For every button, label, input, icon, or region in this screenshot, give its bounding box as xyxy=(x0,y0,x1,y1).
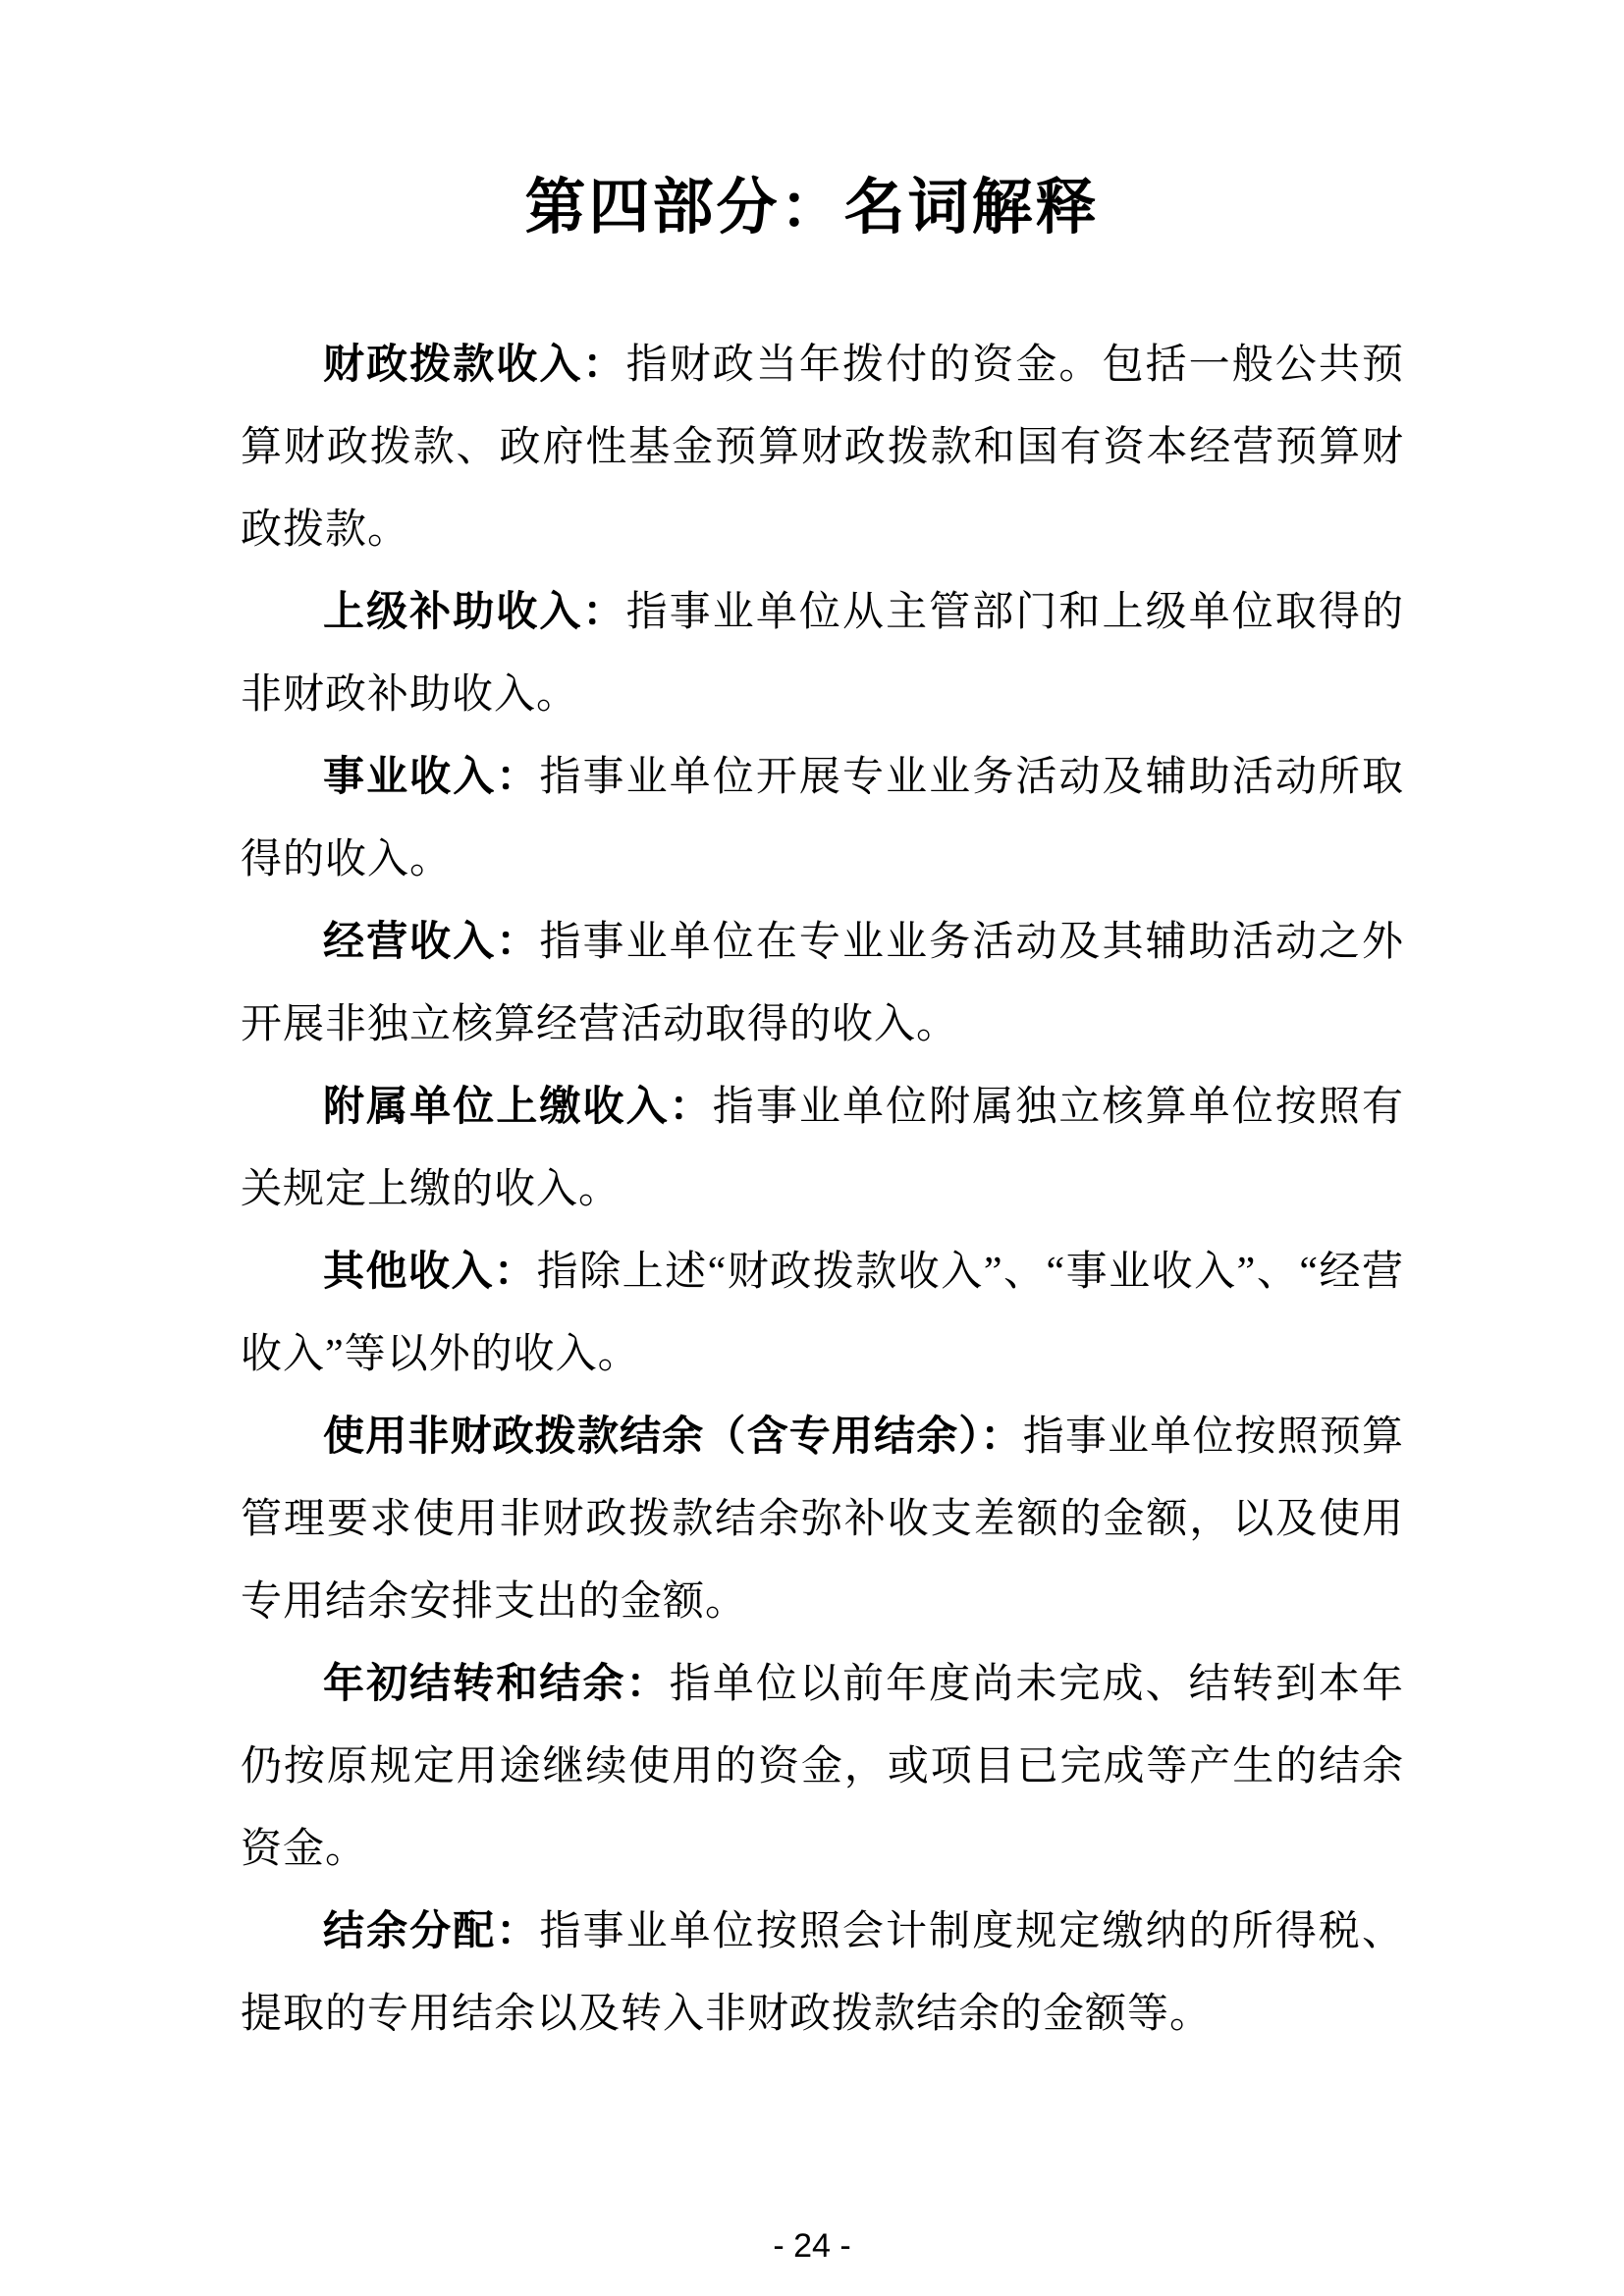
definition-paragraph xyxy=(241,736,1404,901)
term-label: 使用非财政拨款结余（含专用结余）： xyxy=(323,1415,1023,1460)
definition-paragraph xyxy=(241,1891,1404,2056)
definition-paragraph xyxy=(241,324,1404,571)
term-definition: 指事业单位在专业业务活动及其辅助活动之外开展非独立核算经营活动取得的收入。 xyxy=(241,920,1404,1047)
term-label: 其他收入： xyxy=(323,1250,537,1295)
term-label: 附属单位上缴收入： xyxy=(323,1085,713,1130)
term-label: 事业收入： xyxy=(323,755,540,800)
definition-paragraph xyxy=(241,1643,1404,1891)
term-label: 结余分配： xyxy=(323,1909,540,1954)
term-definition: 指事业单位按照会计制度规定缴纳的所得税、提取的专用结余以及转入非财政拨款结余的金额等。 xyxy=(241,1909,1404,2037)
term-definition: 指事业单位开展专业业务活动及辅助活动所取得的收入。 xyxy=(241,755,1404,882)
term-label: 经营收入： xyxy=(323,920,540,965)
term-label: 财政拨款收入： xyxy=(323,343,626,388)
definition-paragraph xyxy=(241,1231,1404,1396)
term-definition: 指事业单位按照预算管理要求使用非财政拨款结余弥补收支差额的金额，以及使用专用结余安排支出的金额。 xyxy=(241,1415,1404,1625)
term-definition: 指单位以前年度尚未完成、结转到本年仍按原规定用途继续使用的资金，或项目已完成等产生的结余资金。 xyxy=(241,1662,1404,1872)
term-label: 年初结转和结余： xyxy=(323,1662,670,1707)
definitions-section xyxy=(241,324,1404,2056)
page-footer xyxy=(0,2224,1624,2268)
definition-paragraph xyxy=(241,901,1404,1066)
term-definition: 指事业单位从主管部门和上级单位取得的非财政补助收入。 xyxy=(241,590,1404,718)
term-definition: 指除上述“财政拨款收入”、“事业收入”、“经营收入”等以外的收入。 xyxy=(241,1250,1404,1377)
term-definition: 指财政当年拨付的资金。包括一般公共预算财政拨款、政府性基金预算财政拨款和国有资本经营预算财政拨款。 xyxy=(241,343,1404,553)
term-label: 上级补助收入： xyxy=(323,590,626,635)
definition-paragraph xyxy=(241,571,1404,736)
page-number: - 24 - xyxy=(773,2227,851,2265)
definition-paragraph xyxy=(241,1396,1404,1643)
definition-paragraph xyxy=(241,1066,1404,1231)
term-definition: 指事业单位附属独立核算单位按照有关规定上缴的收入。 xyxy=(241,1085,1404,1212)
page-title: 第四部分：名词解释 xyxy=(524,174,1100,241)
